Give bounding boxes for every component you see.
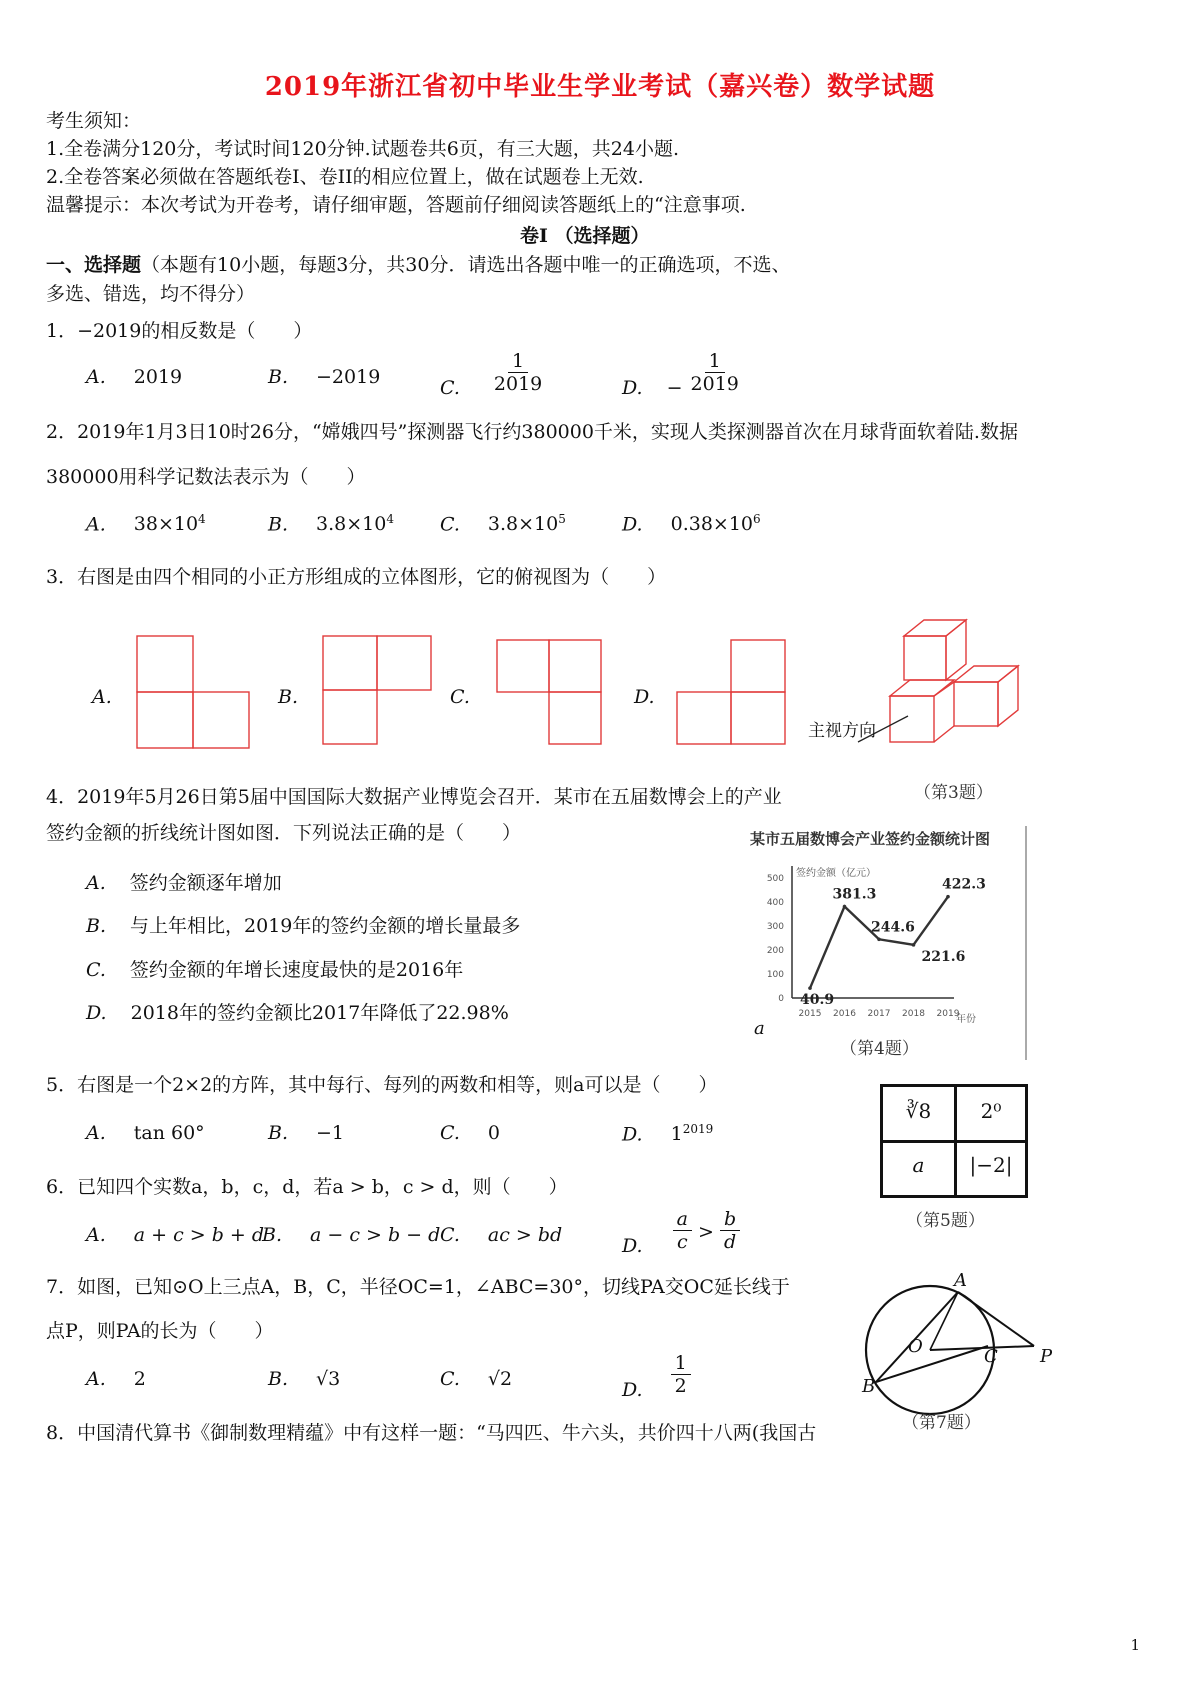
- part1-desc-1: （本题有10小题，每题3分，共30分．请选出各题中唯一的正确选项，不选、: [141, 254, 791, 276]
- point-p-label: P: [1040, 1346, 1053, 1367]
- q4-option-b: B. 与上年相比，2019年的签约金额的增长量最多: [86, 915, 521, 937]
- point-c-label: C: [984, 1346, 998, 1367]
- chart-x-tick-label: 2017: [867, 1009, 891, 1019]
- q6-option-a: A. a + c > b + d: [86, 1224, 265, 1246]
- chart-x-tick-label: 2019: [936, 1009, 960, 1019]
- q3-option-c-label: C.: [450, 686, 470, 708]
- chart-x-tick-label: 2016: [833, 1009, 856, 1019]
- q5-cell-1: ∛8: [905, 1099, 932, 1123]
- q7-option-b: B. √3: [268, 1368, 341, 1390]
- part1-desc-2: 多选、错选，均不得分）: [46, 283, 256, 305]
- q5-cell-2: 2⁰: [980, 1099, 1002, 1123]
- q2-stem-2: 380000用科学记数法表示为（ ）: [46, 466, 366, 488]
- notice-heading: 考生须知：: [46, 110, 142, 132]
- q7-stem-2: 点P，则PA的长为（ ）: [46, 1320, 274, 1342]
- q4-option-d: D. 2018年的签约金额比2017年降低了22.98%: [86, 1002, 509, 1024]
- q1-stem: 1．−2019的相反数是（ ）: [46, 320, 313, 342]
- chart-y-tick-label: 400: [766, 898, 784, 908]
- chart-ylabel: 签约金额（亿元）: [796, 868, 876, 879]
- q2-option-c: C. $3.8\times 10^5$: [440, 512, 566, 536]
- q5-cell-4: |−2|: [969, 1153, 1013, 1177]
- q7-option-c: C. √2: [440, 1368, 513, 1390]
- q7-caption: （第7题）: [902, 1413, 981, 1433]
- q2-option-b: B. $3.8\times 10^4$: [268, 512, 394, 536]
- chart-y-tick-label: 300: [766, 922, 784, 932]
- chart-xlabel: 年份: [956, 1014, 976, 1025]
- q1-option-c: C. $\frac{1}{2019}$: [440, 350, 543, 399]
- part1-heading: 一、选择题: [46, 254, 142, 276]
- chart-data-label: 381.3: [832, 886, 877, 903]
- q4-stem-1: 4．2019年5月26日第5届中国国际大数据产业博览会召开．某市在五届数博会上的产业: [46, 786, 782, 808]
- section-title: 卷Ⅰ （选择题）: [520, 225, 650, 247]
- chart-title: 某市五届数博会产业签约金额统计图: [750, 830, 991, 848]
- q4-side-mark: a: [754, 1018, 765, 1039]
- chart-data-label: 40.9: [800, 992, 835, 1009]
- notice-item-2: 2.全卷答案必须做在答题纸卷I、卷II的相应位置上，做在试题卷上无效.: [46, 166, 644, 188]
- q3-option-a-label: A.: [92, 686, 112, 708]
- q3-caption: （第3题）: [914, 783, 993, 803]
- q8-stem: 8．中国清代算书《御制数理精蕴》中有这样一题：“马四匹、牛六头，共价四十八两(我国古: [46, 1422, 817, 1444]
- q3-stem: 3．右图是由四个相同的小正方形组成的立体图形，它的俯视图为（ ）: [46, 566, 667, 588]
- q3-option-b-label: B.: [278, 686, 299, 708]
- q1-option-b: B. −2019: [268, 366, 381, 388]
- q6-option-d: D. $\frac{a}{c}$ > $\frac{b}{d}$: [622, 1208, 740, 1253]
- q4-option-a: A. 签约金额逐年增加: [86, 872, 282, 894]
- point-o-label: O: [908, 1336, 923, 1357]
- tangent-pa: [958, 1292, 1034, 1346]
- page-number: 1: [1130, 1636, 1140, 1654]
- q3-option-d-label: D.: [634, 686, 655, 708]
- chart-y-tick-label: 100: [766, 970, 784, 980]
- chart-data-label: 422.3: [942, 876, 986, 893]
- q6-option-b: B. a − c > b − d: [262, 1224, 441, 1246]
- chart-y-tick-label: 500: [766, 874, 784, 884]
- q7-option-a: A. 2: [86, 1368, 146, 1390]
- chart-y-tick-label: 0: [778, 994, 784, 1004]
- chart-x-tick-label: 2018: [902, 1009, 925, 1019]
- q1-option-d: D. − $\frac{1}{2019}$: [622, 350, 739, 399]
- q4-stem-2: 签约金额的折线统计图如图．下列说法正确的是（ ）: [46, 822, 522, 844]
- q5-stem: 5．右图是一个2×2的方阵，其中每行、每列的两数和相等，则a可以是（ ）: [46, 1074, 718, 1096]
- q1-option-a: A. 2019: [86, 366, 183, 388]
- page-title: 2019年浙江省初中毕业生学业考试（嘉兴卷）数学试题: [264, 72, 936, 102]
- chart-data-label: 221.6: [921, 948, 966, 965]
- q5-option-d: D. $1^{2019}$: [622, 1122, 714, 1146]
- q4-caption: （第4题）: [840, 1039, 919, 1059]
- q7-stem-1: 7．如图，已知⊙O上三点A，B，C，半径OC=1，∠ABC=30°，切线PA交OC延长线于: [46, 1276, 790, 1298]
- q7-option-d: D. $\frac{1}{2}$: [622, 1352, 691, 1397]
- q6-option-c: C. ac > bd: [440, 1224, 563, 1246]
- q2-option-a: A. $38\times 10^4$: [86, 512, 206, 536]
- segment-op: [930, 1346, 1034, 1350]
- view-direction-label: 主视方向: [808, 721, 876, 741]
- point-b-label: B: [862, 1376, 876, 1397]
- point-a-label: A: [954, 1270, 967, 1291]
- q5-cell-3: a: [912, 1153, 925, 1177]
- segment-oa: [930, 1292, 958, 1350]
- notice-item-1: 1.全卷满分120分，考试时间120分钟.试题卷共6页，有三大题，共24小题.: [46, 138, 680, 160]
- chart-y-tick-label: 200: [766, 946, 784, 956]
- chart-x-tick-label: 2015: [798, 1009, 822, 1019]
- chart-data-label: 244.6: [871, 919, 915, 936]
- q2-option-d: D. $0.38\times 10^6$: [622, 512, 761, 536]
- q5-option-b: B. −1: [268, 1122, 345, 1144]
- notice-tip: 温馨提示：本次考试为开卷考，请仔细审题，答题前仔细阅读答题纸上的“注意事项.: [46, 194, 746, 216]
- q4-option-c: C. 签约金额的年增长速度最快的是2016年: [86, 959, 464, 981]
- q5-option-c: C. 0: [440, 1122, 500, 1144]
- q5-option-a: A. tan 60°: [86, 1122, 205, 1144]
- q5-caption: （第5题）: [906, 1211, 985, 1231]
- q2-stem-1: 2．2019年1月3日10时26分，“嫦娥四号”探测器飞行约380000千米，实现人类探测器首次在月球背面软着陆.数据: [46, 421, 1018, 443]
- q6-stem: 6．已知四个实数a，b，c，d，若a > b，c > d，则（ ）: [46, 1176, 568, 1198]
